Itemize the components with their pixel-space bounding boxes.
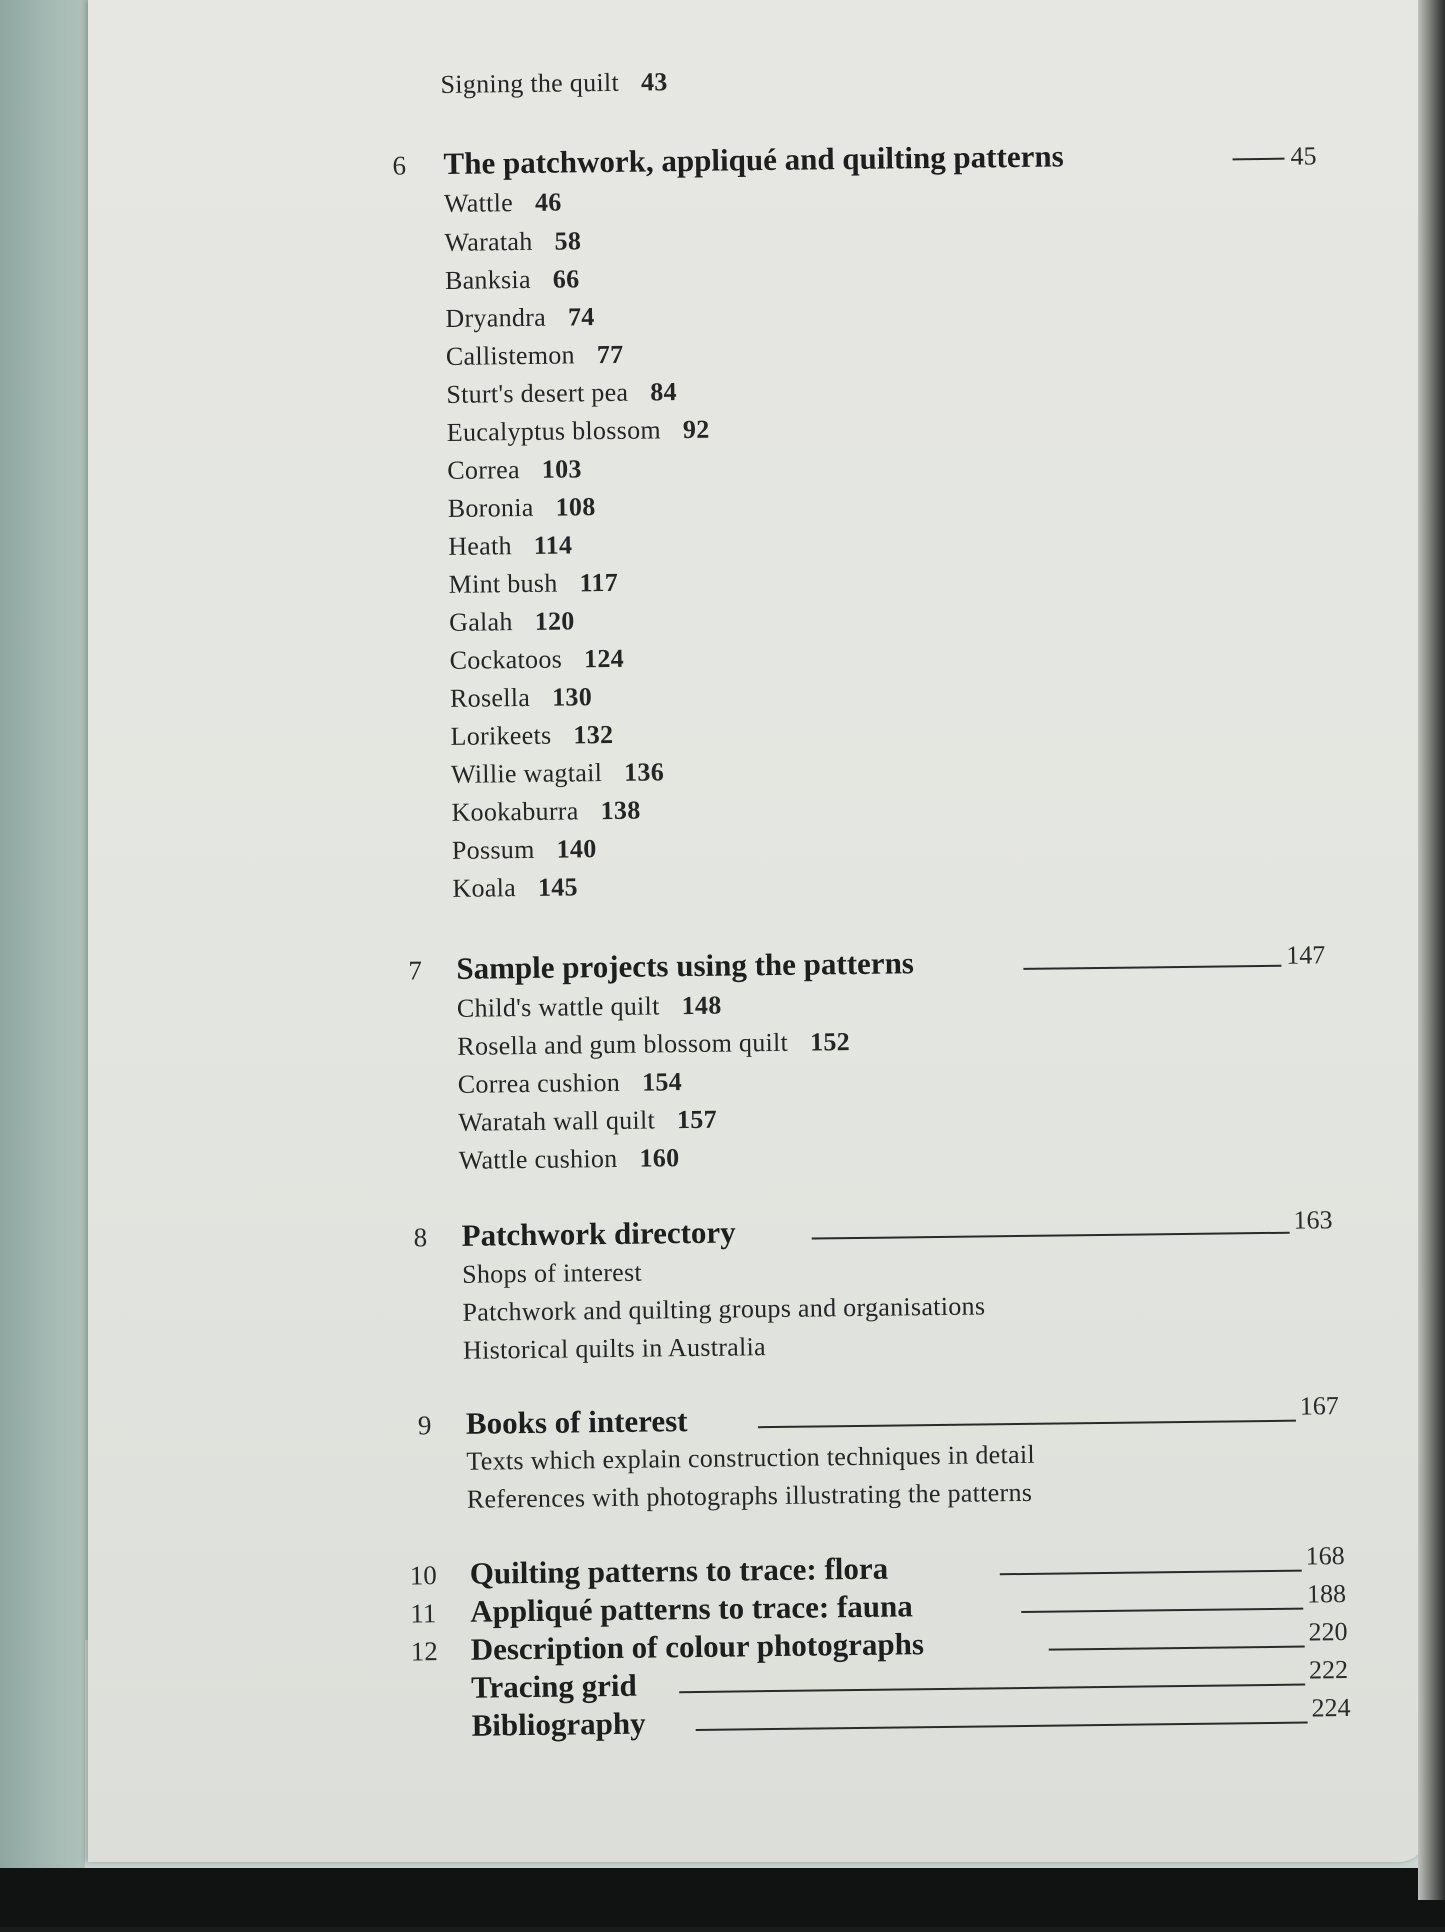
entry-title: Galah bbox=[448, 607, 513, 637]
toc-entry bbox=[457, 991, 722, 1024]
dot-leader bbox=[679, 1684, 1305, 1694]
toc-entry bbox=[451, 796, 640, 828]
toc-entry bbox=[462, 1291, 985, 1327]
entry-page: 77 bbox=[596, 339, 624, 370]
entry-page: 84 bbox=[650, 377, 678, 407]
toc-entry bbox=[446, 377, 677, 410]
chapter-title: Patchwork directory bbox=[461, 1214, 736, 1253]
entry-page: 103 bbox=[541, 454, 582, 484]
toc-entry bbox=[446, 340, 624, 372]
entry-page: 58 bbox=[554, 226, 582, 256]
entry-page: 140 bbox=[556, 834, 597, 864]
chapter-title: Books of interest bbox=[465, 1403, 688, 1441]
entry-title: Historical quilts in Australia bbox=[462, 1332, 767, 1365]
toc-entry bbox=[459, 1143, 680, 1176]
entry-page: 43 bbox=[640, 67, 668, 97]
entry-title: Kookaburra bbox=[451, 796, 579, 827]
entry-page: 154 bbox=[641, 1067, 683, 1097]
entry-title: Heath bbox=[448, 531, 512, 561]
toc-entry bbox=[447, 415, 710, 448]
entry-title: Shops of interest bbox=[461, 1257, 643, 1289]
dot-leader bbox=[1000, 1570, 1302, 1576]
dot-leader bbox=[758, 1420, 1296, 1429]
entry-page: 136 bbox=[623, 757, 665, 787]
entry-title: Texts which explain construction techniques in detail bbox=[466, 1439, 1036, 1476]
toc-entry bbox=[452, 872, 578, 904]
entry-title: Boronia bbox=[447, 492, 534, 523]
chapter-page: 188 bbox=[1306, 1579, 1347, 1609]
dot-leader bbox=[1049, 1646, 1305, 1651]
entry-page: 120 bbox=[534, 606, 575, 636]
entry-title: Lorikeets bbox=[450, 720, 552, 751]
entry-title: Willie wagtail bbox=[450, 758, 603, 789]
dot-leader bbox=[1023, 965, 1281, 970]
toc-entry bbox=[444, 226, 581, 258]
chapter-number: 9 bbox=[417, 1410, 432, 1441]
chapter-page: 45 bbox=[1290, 141, 1317, 171]
toc-entry bbox=[445, 264, 580, 296]
chapter-number: 12 bbox=[410, 1636, 438, 1667]
toc-entry bbox=[462, 1258, 642, 1290]
toc-entry bbox=[463, 1332, 766, 1366]
chapter-title: Description of colour photographs bbox=[470, 1626, 925, 1667]
entry-title: Waratah wall quilt bbox=[458, 1105, 656, 1137]
chapter-page: 163 bbox=[1293, 1205, 1333, 1235]
entry-title: Cockatoos bbox=[449, 644, 563, 675]
entry-page: 132 bbox=[573, 719, 614, 750]
entry-page: 124 bbox=[583, 643, 625, 674]
entry-page: 145 bbox=[537, 872, 579, 902]
dot-leader bbox=[812, 1232, 1290, 1240]
entry-page: 74 bbox=[567, 302, 595, 332]
chapter-page: 168 bbox=[1305, 1541, 1345, 1571]
chapter-title: Sample projects using the patterns bbox=[456, 945, 915, 986]
toc-entry bbox=[457, 1027, 850, 1062]
dot-leader bbox=[1021, 1608, 1303, 1613]
toc-entry bbox=[450, 682, 592, 714]
toc-entry bbox=[448, 530, 572, 562]
entry-title: Rosella bbox=[449, 682, 531, 713]
entry-page: 92 bbox=[682, 414, 710, 445]
entry-page: 157 bbox=[676, 1104, 718, 1135]
chapter-number: 8 bbox=[413, 1222, 428, 1253]
toc-entry bbox=[449, 644, 624, 676]
entry-page: 66 bbox=[552, 264, 580, 294]
entry-title: Correa cushion bbox=[457, 1067, 621, 1099]
entry-title: Possum bbox=[451, 834, 535, 865]
dot-leader bbox=[1233, 158, 1285, 161]
entry-page: 152 bbox=[809, 1027, 851, 1057]
toc-entry bbox=[451, 757, 664, 790]
entry-title: Sturt's desert pea bbox=[446, 377, 629, 409]
chapter-number: 10 bbox=[409, 1560, 437, 1591]
entry-page: 148 bbox=[681, 990, 722, 1021]
entry-title: Rosella and gum blossom quilt bbox=[457, 1027, 789, 1061]
dot-leader bbox=[696, 1722, 1308, 1731]
entry-title: Child's wattle quilt bbox=[456, 991, 660, 1023]
chapter-title: Bibliography bbox=[471, 1705, 646, 1743]
entry-page: 130 bbox=[551, 682, 593, 712]
toc-entry bbox=[447, 454, 582, 486]
toc-entry bbox=[452, 834, 597, 866]
toc-entry bbox=[467, 1478, 1033, 1515]
chapter-page: 224 bbox=[1311, 1692, 1351, 1723]
entry-page: 160 bbox=[639, 1143, 680, 1173]
toc-entry bbox=[458, 1067, 683, 1100]
chapter-page: 220 bbox=[1308, 1617, 1348, 1647]
chapter-title: Appliqué patterns to trace: fauna bbox=[470, 1588, 914, 1629]
entry-title: Dryandra bbox=[445, 302, 547, 333]
chapter-page: 222 bbox=[1308, 1655, 1349, 1685]
entry-title: Eucalyptus blossom bbox=[446, 415, 662, 447]
toc-entry bbox=[440, 67, 667, 100]
entry-title: Koala bbox=[452, 873, 517, 903]
entry-title: Mint bush bbox=[448, 568, 558, 599]
toc-entry bbox=[444, 188, 562, 219]
toc-entry bbox=[445, 302, 595, 334]
entry-title: Waratah bbox=[444, 226, 533, 257]
entry-page: 114 bbox=[533, 530, 573, 560]
toc-entry bbox=[466, 1440, 1035, 1477]
entry-title: Signing the quilt bbox=[440, 67, 620, 99]
chapter-title: Quilting patterns to trace: flora bbox=[469, 1550, 889, 1591]
chapter-number: 11 bbox=[410, 1598, 437, 1629]
chapter-page: 167 bbox=[1299, 1391, 1339, 1421]
toc-entry bbox=[450, 720, 613, 752]
entry-page: 46 bbox=[534, 187, 562, 217]
entry-page: 108 bbox=[555, 492, 596, 522]
entry-page: 117 bbox=[579, 567, 619, 598]
toc-entry bbox=[458, 1105, 717, 1138]
chapter-page: 147 bbox=[1286, 940, 1326, 970]
entry-title: Patchwork and quilting groups and organisations bbox=[462, 1291, 986, 1327]
chapter-title: Tracing grid bbox=[470, 1667, 637, 1705]
entry-page: 138 bbox=[600, 795, 641, 826]
chapter-number: 6 bbox=[392, 150, 407, 181]
entry-title: Correa bbox=[447, 455, 521, 485]
toc-entry bbox=[448, 492, 596, 524]
entry-title: References with photographs illustrating the patterns bbox=[466, 1477, 1033, 1514]
entry-title: Banksia bbox=[444, 264, 532, 295]
entry-title: Callistemon bbox=[445, 340, 576, 371]
toc-entry bbox=[448, 568, 618, 600]
entry-title: Wattle cushion bbox=[458, 1143, 618, 1175]
entry-title: Wattle bbox=[443, 188, 514, 218]
toc-entry bbox=[449, 606, 575, 638]
chapter-title: The patchwork, appliqué and quilting patterns bbox=[443, 138, 1064, 181]
chapter-number: 7 bbox=[408, 955, 423, 986]
